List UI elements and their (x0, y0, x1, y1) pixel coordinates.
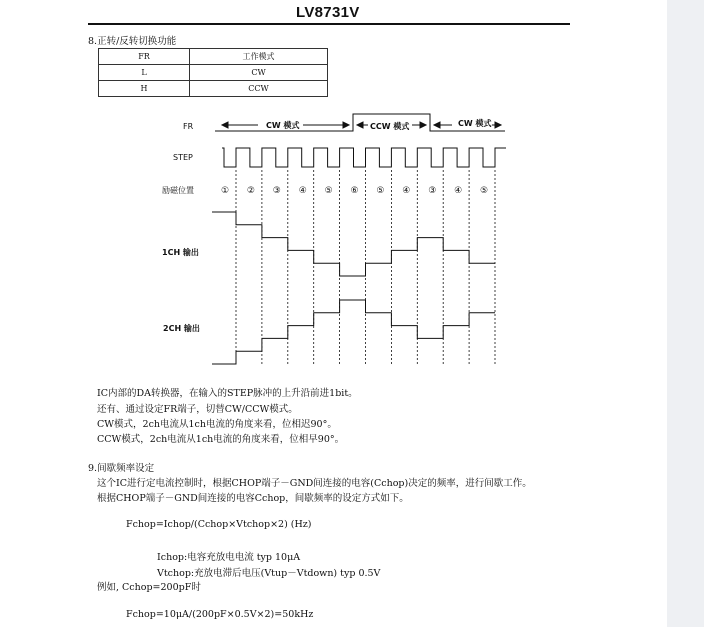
note-line: CCW模式，2ch电流从1ch电流的角度来看，位相早90°。 (97, 434, 345, 445)
ch1-label: 1CH 输出 (162, 248, 199, 257)
ch2-waveform (212, 300, 495, 364)
mode-cw-left: CW 模式 (266, 121, 300, 130)
position-labels (221, 186, 488, 196)
position-label-item: ① (221, 186, 230, 196)
section-9-heading: 9.间歇频率设定 (88, 463, 155, 474)
note-line: CW模式，2ch电流从1ch电流的角度来看，位相迟90°。 (97, 419, 337, 430)
position-label-item: ④ (402, 186, 411, 196)
position-label-item: ⑥ (350, 186, 359, 196)
position-label-item: ⑤ (324, 186, 333, 196)
position-label-item: ③ (428, 186, 437, 196)
position-label-item: ④ (454, 186, 463, 196)
calculation: Fchop=10μA/(200pF×0.5V×2)=50kHz (126, 609, 314, 620)
formula: Fchop=Ichop/(Cchop×Vtchop×2) (Hz) (126, 519, 312, 530)
step-label: STEP (173, 153, 193, 162)
mode-cw-right: CW 模式 (458, 119, 492, 128)
page-title: LV8731V (296, 4, 360, 21)
table-header-cell: FR (99, 49, 190, 65)
section-8-heading: 8.正转/反转切换功能 (88, 36, 177, 47)
position-label-item: ② (246, 186, 255, 196)
position-label-item: ④ (298, 186, 307, 196)
note-line: IC内部的DA转换器，在输入的STEP脉冲的上升沿前进1bit。 (97, 388, 358, 399)
definition: Vtchop:充放电滞后电压(Vtup－Vtdown) typ 0.5V (157, 568, 381, 579)
fr-label: FR (183, 122, 194, 131)
section-9-paragraph: 根据CHOP端子－GND间连接的电容Cchop，间歇频率的设定方式如下。 (97, 493, 409, 504)
table-cell: H (99, 81, 190, 97)
table-cell: L (99, 65, 190, 81)
position-label: 励磁位置 (162, 186, 194, 195)
position-label-item: ⑤ (376, 186, 385, 196)
ch1-waveform (212, 212, 495, 276)
example: 例如, Cchop=200pF时 (97, 582, 201, 593)
position-label-item: ⑤ (480, 186, 489, 196)
table-cell: CW (190, 65, 328, 81)
definition: Ichop:电容充放电电流 typ 10μA (157, 552, 301, 563)
table-header-cell: 工作模式 (190, 49, 328, 65)
table-cell: CCW (190, 81, 328, 97)
step-waveform (222, 148, 506, 167)
position-label-item: ③ (272, 186, 281, 196)
section-9-paragraph: 这个IC进行定电流控制时，根据CHOP端子－GND间连接的电容(Cchop)决定的频率，进行间歇工作。 (97, 478, 532, 489)
note-line: 还有、通过设定FR端子，切替CW/CCW模式。 (97, 404, 298, 415)
mode-ccw: CCW 模式 (370, 122, 410, 131)
ch2-label: 2CH 输出 (163, 324, 200, 333)
